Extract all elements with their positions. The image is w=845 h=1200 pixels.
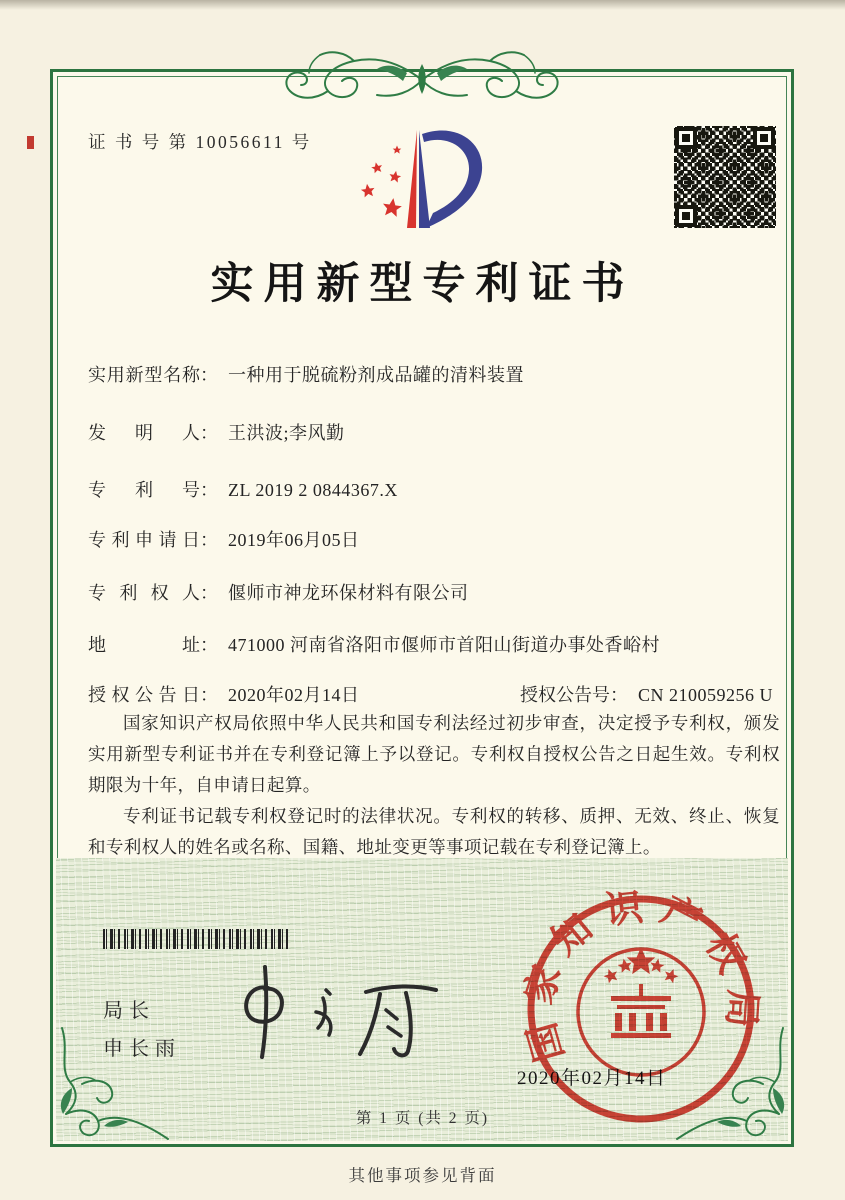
registration-mark <box>27 136 34 149</box>
seal-date: 2020年02月14日 <box>517 1068 667 1089</box>
field-value: 2019年06月05日 <box>228 530 360 550</box>
qr-finder-icon <box>675 205 697 227</box>
field-value: CN 210059256 U <box>638 685 774 705</box>
scan-shadow <box>0 0 845 10</box>
director-title: 局长 <box>103 1000 155 1022</box>
field-colon: ： <box>200 530 218 550</box>
signature-icon <box>228 962 458 1062</box>
field-value: 471000 河南省洛阳市偃师市首阳山街道办事处香峪村 <box>228 635 660 655</box>
qr-code <box>674 126 776 228</box>
cnipa-logo-icon <box>352 122 492 234</box>
field-colon: ： <box>200 685 218 705</box>
field-value: 王洪波;李风勤 <box>228 423 345 443</box>
field-row-patentee <box>88 579 788 605</box>
field-colon: ： <box>200 480 218 500</box>
field-colon: ： <box>200 423 218 443</box>
field-row-filing-date <box>88 526 788 552</box>
field-label: 地址 <box>88 635 200 655</box>
body-paragraph: 专利证书记载专利权登记时的法律状况。专利权的转移、质押、无效、终止、恢复和专利权人的姓名或名称、国籍、地址变更等事项记载在专利登记簿上。 <box>88 806 780 857</box>
field-label: 专利申请日 <box>88 530 200 550</box>
field-label: 授权公告号 <box>520 685 610 705</box>
svg-text:国家知识产权局 <box>518 885 764 1066</box>
director-name: 申长雨 <box>103 1038 181 1060</box>
field-label: 实用新型名称 <box>88 365 200 385</box>
field-value: ZL 2019 2 0844367.X <box>228 480 398 500</box>
field-row-inventor <box>88 419 788 445</box>
legal-text <box>88 708 780 863</box>
field-row-name <box>88 361 788 387</box>
field-value: 2020年02月14日 <box>228 685 360 705</box>
field-row-address <box>88 631 788 657</box>
field-colon: ： <box>610 685 628 705</box>
field-value: 偃师市神龙环保材料有限公司 <box>228 583 469 603</box>
field-value: 一种用于脱硫粉剂成品罐的清料装置 <box>228 365 524 385</box>
page-number: 第 1 页 (共 2 页) <box>355 1110 490 1127</box>
qr-finder-icon <box>675 127 697 149</box>
official-seal-icon <box>512 880 770 1138</box>
field-label: 专利号 <box>88 480 200 500</box>
body-paragraph: 国家知识产权局依照中华人民共和国专利法经过初步审查，决定授予专利权，颁发实用新型专利证书并在专利登记簿上予以登记。专利权自授权公告之日起生效。专利权期限为十年，自申请日起算。 <box>88 713 780 795</box>
field-label: 专利权人 <box>88 583 200 603</box>
gazette-number <box>520 681 773 707</box>
page-title: 实用新型专利证书 <box>210 261 635 308</box>
field-row-patent-no <box>88 476 788 502</box>
field-colon: ： <box>200 635 218 655</box>
field-row-grant <box>88 681 788 707</box>
back-note: 其他事项参见背面 <box>348 1166 497 1185</box>
field-colon: ： <box>200 365 218 385</box>
field-label: 发明人 <box>88 423 200 443</box>
qr-finder-icon <box>753 127 775 149</box>
field-colon: ： <box>200 583 218 603</box>
field-label: 授权公告日 <box>88 685 200 705</box>
barcode <box>103 929 291 949</box>
seal-text: 国家知识产权局 <box>517 885 764 1067</box>
certificate-number: 证 书 号 第 10056611 号 <box>88 132 312 152</box>
